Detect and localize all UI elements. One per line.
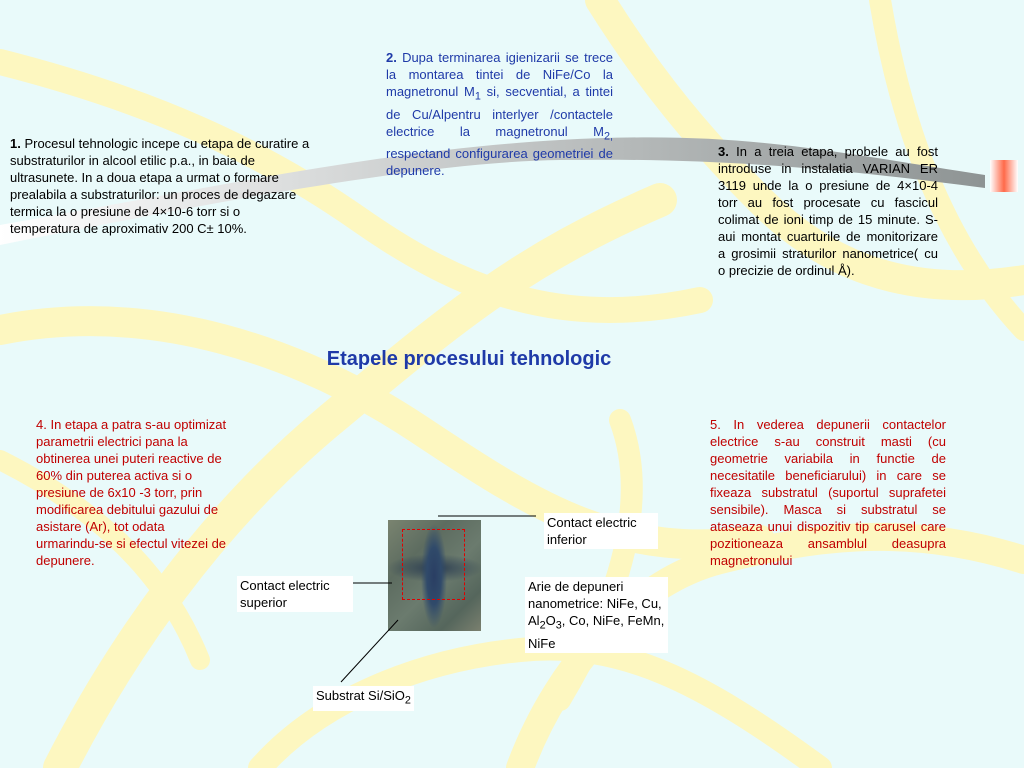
deposition-area-outline bbox=[402, 529, 465, 600]
step-1-number: 1. bbox=[10, 136, 21, 151]
step-3-number: 3. bbox=[718, 144, 729, 159]
step-1-body: Procesul tehnologic incepe cu etapa de curatire a substraturilor in alcool etilic p.a., in baia de ultrasunete. In a doua etapa a urmat o formare prealabila a substraturilor: un proces de degazare termica la o presiune de 4×10-6 torr si o temperatura de aproximativ 200 C± 10%. bbox=[10, 136, 310, 236]
step-3-body: In a treia etapa, probele au fost introduse in instalatia VARIAN ER 3119 unde la o presiune de 4×10-4 torr au fost procesate cu fascicul colimat de ioni timp de 15 minute. S-aui montat cuarturile de monitorizare a grosimii straturilor nanometrice( cu o precizie de ordinul Å). bbox=[718, 144, 938, 278]
step-2-text bbox=[386, 49, 613, 179]
step-2-body-a: Dupa terminarea igienizarii se trece la montarea tintei de NiFe/Co la magnetronul M bbox=[386, 50, 613, 99]
step-1-text bbox=[10, 135, 310, 237]
label-contact-inferior: Contact electric inferior bbox=[544, 513, 658, 549]
label-deposition-area-sub-1: 2 bbox=[539, 619, 546, 632]
step-2-body-b: si, secvential, a tintei de Cu/Alpentru interlyer /contactele electrice la magnetronul M bbox=[386, 84, 613, 139]
step-2-body-c: respectand configurarea geometriei de depunere. bbox=[386, 146, 613, 179]
step-2-number: 2. bbox=[386, 50, 397, 65]
label-substrate-sub: 2 bbox=[404, 694, 411, 707]
label-substrate bbox=[313, 686, 414, 711]
step-5-text: 5. In vederea depunerii contactelor electrice s-au construit masti (cu geometrie variabila in functie de necesitatile beneficiarului) in care se fixeaza substratul (suportul suprafetei sensibile). Masca si substratul se ataseaza unui dispozitiv tip carusel care pozitioneaza ansamblul deasupra magnetronului bbox=[710, 417, 946, 568]
label-deposition-area-c: , Co, NiFe, FeMn, NiFe bbox=[528, 613, 665, 651]
label-deposition-area bbox=[525, 577, 668, 653]
label-substrate-text: Substrat Si/SiO bbox=[316, 688, 405, 703]
step-4-text: 4. In etapa a patra s-au optimizat parametrii electrici pana la obtinerea unei puteri reactive de 60% din puterea activa si o presiune de 6x10 -3 torr, prin modificarea debitului gazului de asistare (Ar), tot odata urmarindu-se si efectul vitezei de depunere. bbox=[36, 417, 227, 568]
label-deposition-area-sub-2: 3 bbox=[555, 619, 562, 632]
step-3-text bbox=[718, 143, 938, 279]
step-2-sub-2: 2, bbox=[603, 130, 613, 143]
label-deposition-area-b: O bbox=[545, 613, 556, 628]
label-deposition-area-a: Arie de depuneri nanometrice: NiFe, Cu, Al bbox=[528, 579, 662, 628]
label-contact-superior: Contact electric superior bbox=[237, 576, 353, 612]
sample-photo bbox=[388, 520, 481, 631]
page-title: Etapele procesului tehnologic bbox=[326, 348, 612, 370]
step-2-sub-1: 1 bbox=[474, 90, 481, 103]
